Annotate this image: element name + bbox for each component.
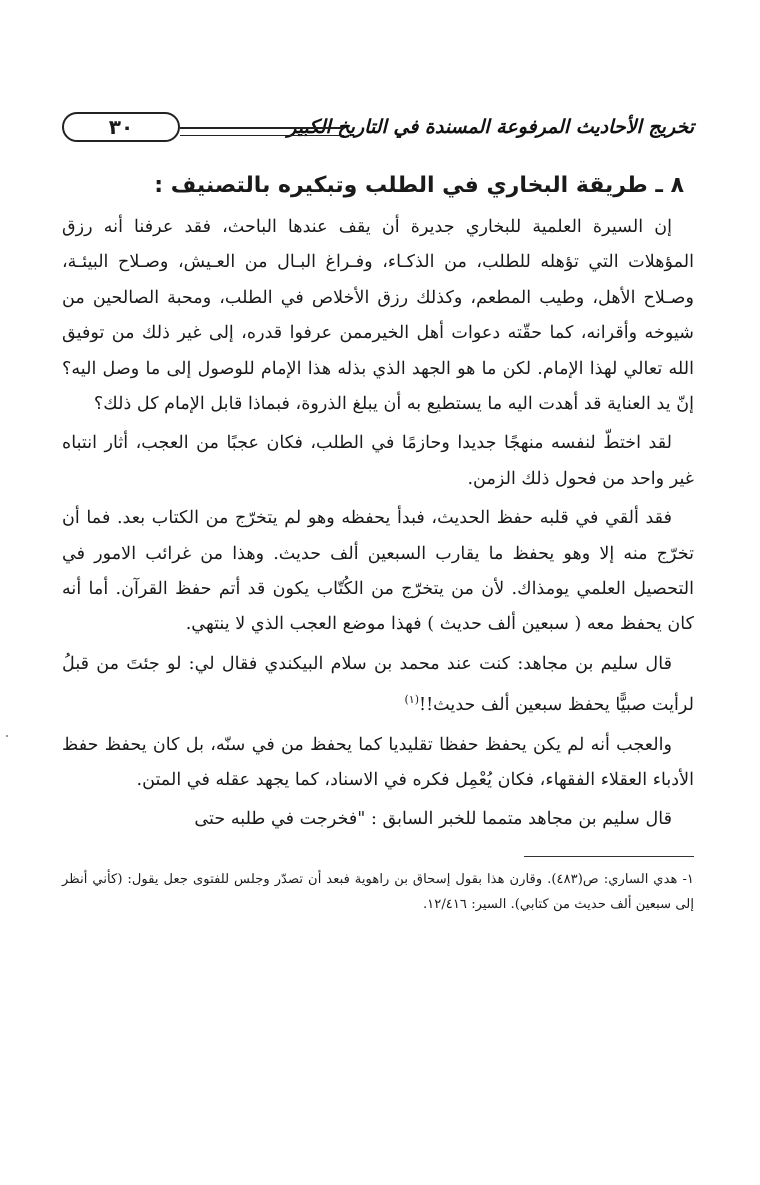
footnote: ١- هدي الساري: ص(٤٨٣). وقارن هذا بقول إسحاق بن راهوية فبعد أن تصدّر وجلس للفتوى جعل يقول: (كأني أنظر إلى سبعين ألف حديث من كتابي). السير: ١٢/٤١٦. xyxy=(62,871,694,912)
footnote-reference: (١) xyxy=(404,693,419,707)
running-header xyxy=(62,110,694,154)
page-number: ٣٠ xyxy=(62,112,180,142)
quote-text: قال سليم بن مجاهد: كنت عند محمد بن سلام البيكندي فقال لي: لو جئتَ من قبلُ لرأيت صبيًّا يحفظ سبعين ألف حديث!! xyxy=(62,653,694,716)
paragraph: فقد ألقي في قلبه حفظ الحديث، فبدأ يحفظه وهو لم يتخرّج من الكتاب بعد. فما أن تخرّج منه إلا وهو يحفظ ما يقارب السبعين ألف حديث. وهذا من غرائب الامور في التحصيل العلمي يومذاك. لأن من يتخرّج من الكُتّاب يكون قد أتم حفظ القرآن. أما أنه كان يحفظ معه ( سبعين ألف حديث ) فهذا موضع العجب الذي لا ينتهي. xyxy=(62,508,694,635)
paragraph: قال سليم بن مجاهد متمما للخبر السابق : "فخرجت في طلبه حتى xyxy=(194,809,672,830)
paragraph: لقد اختطّ لنفسه منهجًا جديدا وحازمًا في الطلب، فكان عجبًا من العجب، أثار انتباه غير واحد من فحول ذلك الزمن. xyxy=(62,433,694,489)
margin-mark xyxy=(6,735,8,737)
section-heading: ٨ ـ طريقة البخاري في الطلب وتبكيره بالتصنيف : xyxy=(154,173,684,198)
paragraph: والعجب أنه لم يكن يحفظ حفظا تقليديا كما يحفظ من في سنّه، بل كان يحفظ حفظ الأدباء العقلاء الفقهاء، فكان يُعْمِل فكره في الاسناد، كما يجهد عقله في المتن. xyxy=(62,734,694,790)
paragraph: إن السيرة العلمية للبخاري جديرة أن يقف عندها الباحث، فقد عرفنا أنه رزق المؤهلات التي تؤهله للطلب، من الذكـاء، وفـراغ البـال من العـيش، وصـلاح البيئـة، وصـلاح الأهل، وطيب المطعم، وكذلك رزق الأخلاص في الطلب، ومحبة الصالحين من شيوخه وأقرانه، كما حقّته دعوات أهل الخيرممن عرفوا قدره، إلى غير ذلك من توفيق الله تعالي لهذا الإمام. لكن ما هو الجهد الذي بذله هذا الإمام للوصول إلى ما وصل اليه؟ إنّ يد العناية قد أهدت اليه ما يستطيع به أن يبلغ الذروة، فبماذا قابل الإمام كل ذلك؟ xyxy=(62,217,694,415)
footnote-separator xyxy=(524,856,694,857)
header-rule xyxy=(180,127,344,136)
quote-paragraph xyxy=(62,647,694,724)
book-title: تخريج الأحاديث المرفوعة المسندة في التاريخ الكبير xyxy=(287,116,694,138)
page xyxy=(62,110,694,917)
body-text xyxy=(62,210,694,838)
